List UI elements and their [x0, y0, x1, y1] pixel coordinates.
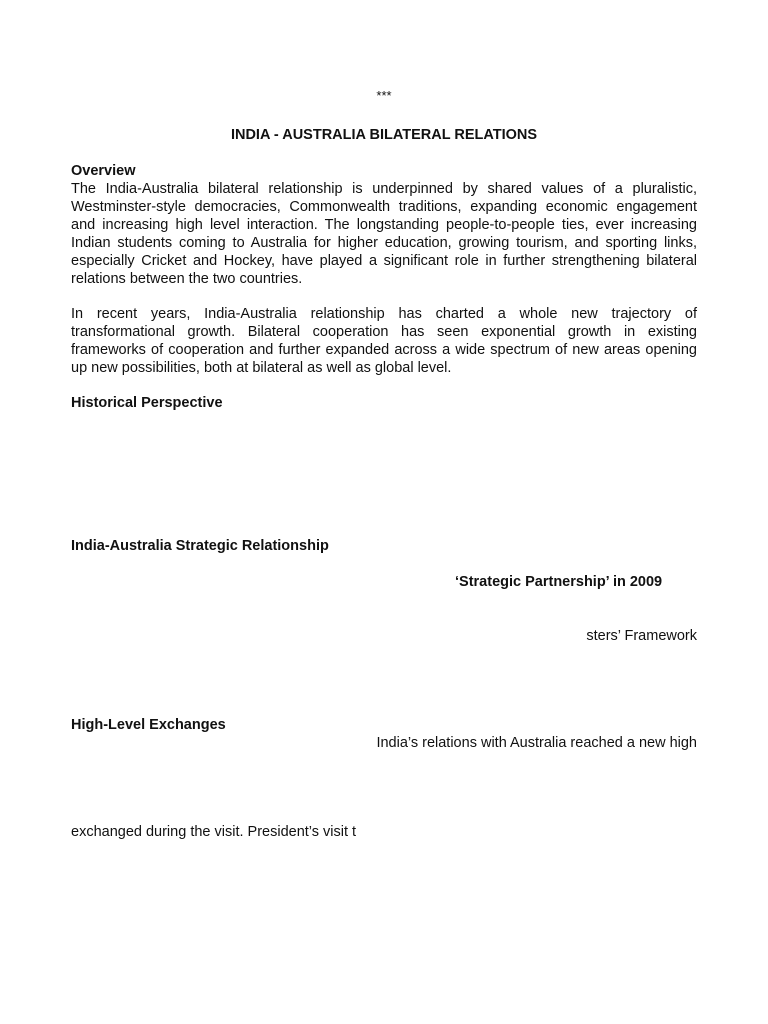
ministers-framework-fragment: sters’ Framework — [586, 628, 697, 644]
strategic-partnership-fragment: ‘Strategic Partnership’ in 2009 — [455, 574, 663, 590]
document-title: INDIA - AUSTRALIA BILATERAL RELATIONS — [230, 127, 538, 143]
overview-paragraph-2: In recent years, India-Australia relationship has charted a whole new trajectory of transformational growth. Bilateral cooperation has seen exponential growth in existing frameworks of cooperation and further expanded across a wide spectrum of new areas opening up new possibilities, both at bilateral as well as global level. — [71, 306, 697, 376]
overview-heading: Overview — [71, 163, 136, 179]
historical-perspective-heading: Historical Perspective — [71, 395, 223, 411]
visit-exchange-fragment: exchanged during the visit. President’s visit t — [71, 824, 357, 840]
overview-paragraph-1: The India-Australia bilateral relationship is underpinned by shared values of a pluralistic, Westminster-style democracies, Commonwealth traditions, expanding economic engagement and increasing high level interaction. The longstanding people-to-people ties, ever increasing Indian students coming to Australia for higher education, growing tourism, and sporting links, especially Cricket and Hockey, have played a significant role in further strengthening bilateral relations between the two countries. — [71, 181, 697, 287]
new-high-fragment: India’s relations with Australia reached a new high — [376, 735, 697, 751]
strategic-relationship-heading: India-Australia Strategic Relationship — [71, 538, 329, 554]
section-marker: *** — [376, 88, 392, 103]
high-level-exchanges-heading: High-Level Exchanges — [71, 717, 226, 733]
